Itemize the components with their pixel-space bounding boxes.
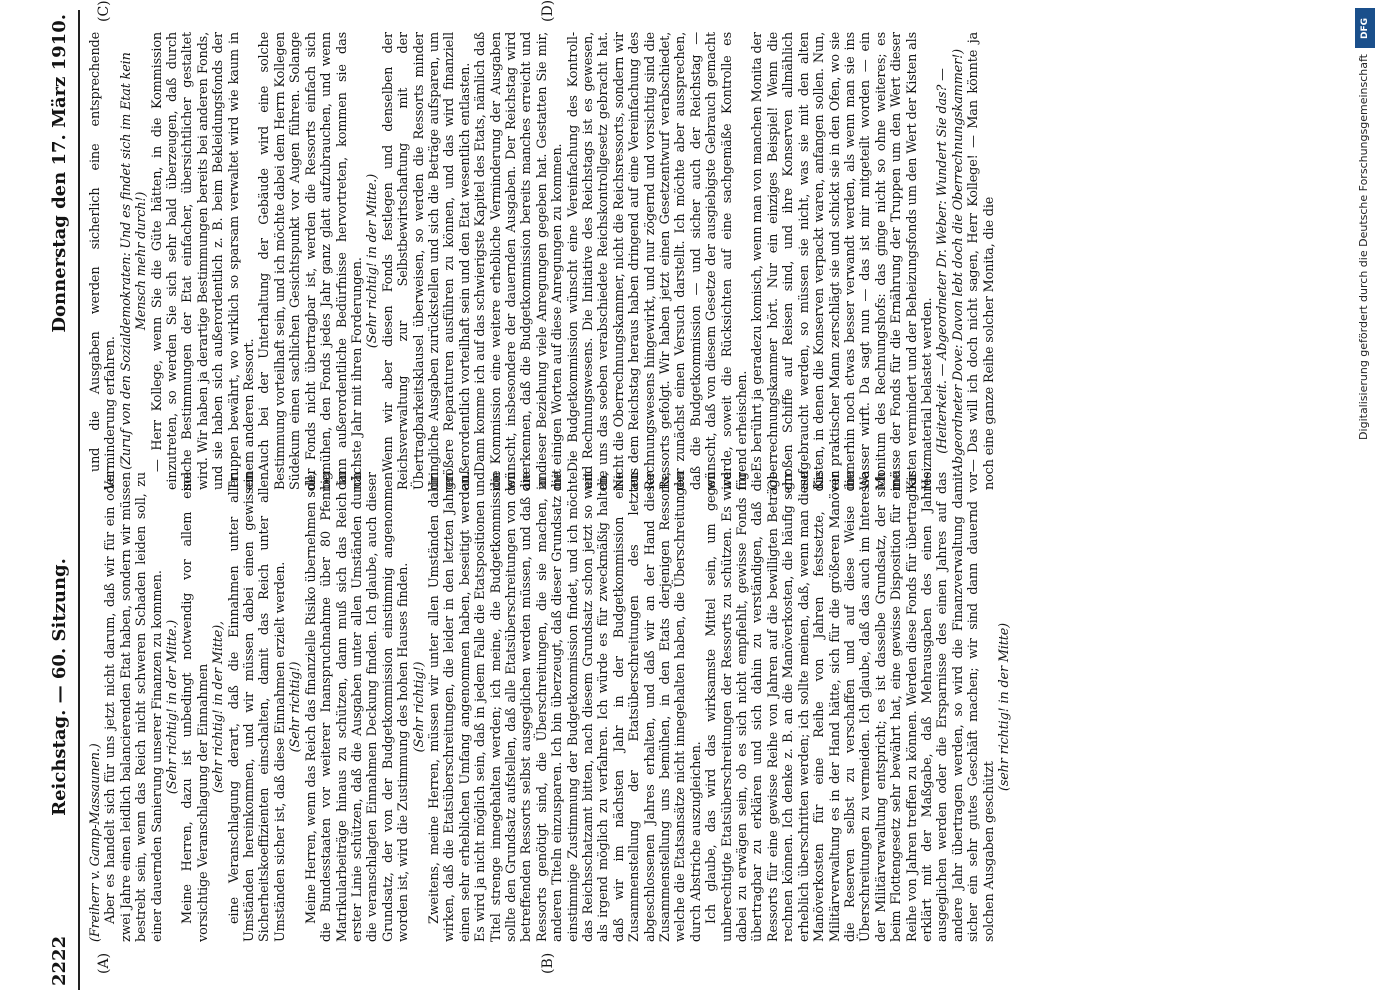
session-date: Donnerstag den 17. März 1910.: [49, 14, 70, 333]
paragraph: (Zuruf von den Sozialdemokraten: Und es findet sich im Etat kein Mensch mehr durch!): [118, 52, 150, 470]
paragraph: Auch bei der Unterhaltung der Gebäude wird eine solche Bestimmung vorteilhaft sein, und ich möchte dabei dem Herrn Kollegen Südekum einen sachlichen Gesichtspunkt vor Augen führen. Solange der Fonds nicht übertragbar ist, werden die Ressorts einfach sich bemühen, den Fonds jedes Jahr ganz glatt aufzubrauchen, und wenn dann außerordentliche Bedürfnisse hervortreten, kommen sie das nächste Jahr mit ihren Forderungen.: [257, 32, 365, 490]
paragraph: (Sehr richtig! in der Mitte.): [165, 619, 181, 795]
paragraph: — Das will ich doch nicht sagen, Herr Kollege! — Man könnte ja noch eine ganze Reihe solcher Monita, die die: [966, 32, 997, 490]
paragraph: Zweitens, meine Herren, müssen wir unter allen Umständen dahin wirken, daß die Etatsüberschreitungen, die leider in den letzten Jahren einen sehr erheblichen Umfang angenommen haben, beseitigt werden. Es wird ja nicht möglich sein, daß in jedem Falle die Etatspositionen und Titel strenge innegehalten werden; ich meine, die Budgetkommission sollte den Grundsatz aufstellen, daß alle Etatsüberschreitungen von den betreffenden Ressorts selbst ausgeglichen werden müssen, und daß die Ressorts genötigt sind, die Überschreitungen, die sie machen, an anderen Titeln einzusparen. Ich bin überzeugt, daß dieser Grundsatz die einstimmige Zustimmung der Budgetkommission findet, und ich möchte das Reichsschatzamt bitten, nach diesem Grundsatz schon jetzt so weit als irgend möglich zu verfahren. Ich würde es für zweckmäßig halten, daß wir im nächsten Jahr in der Budgetkommission eine Zusammenstellung der Etatsüberschreitungen des letzten abgeschlossenen Jahres erhalten, und daß wir an der Hand dieser Zusammenstellung uns bemühen, in den Etats derjenigen Ressorts, welche die Etatsansätze nicht innegehalten haben, die Überschreitungen durch Abstriche auszugleichen.: [426, 472, 704, 942]
paragraph: Dann komme ich auf das schwierigste Kapitel des Etats, nämlich daß die Kommission eine weitere erhebliche Verminderung der Ausgaben wünscht, insbesondere der dauernden Ausgaben. Der Reichstag wird anerkennen, daß die Budgetkommission bereits manches erreicht und in dieser Beziehung viele Anregungen gegeben hat. Gestatten Sie mir, mit einigen Worten auf diese Anregungen zu kommen.: [473, 32, 566, 490]
paragraph: (Sehr richtig!): [411, 661, 427, 753]
paragraph: Aber es handelt sich für uns jetzt nicht darum, daß wir für ein oder zwei Jahre einen leidlich balancierenden Etat haben, sondern wir müssen bestrebt sein, wenn das Reich nicht schweren Schaden leiden soll, zu einer dauernden Sanierung unserer Finanzen zu kommen.: [103, 472, 165, 942]
digitization-credit: Digitalisierung gefördert durch die Deutsche Forschungsgemeinschaft: [1357, 54, 1370, 440]
paragraph: Meine Herren, dazu ist unbedingt notwendig vor allem eine vorsichtige Veranschlagung der Einnahmen: [180, 472, 211, 942]
paragraph: (Sehr richtig! in der Mitte.): [365, 173, 381, 349]
paragraph: (Sehr richtig!): [288, 661, 304, 753]
page-header: [36, 14, 70, 986]
margin-label-a: (A): [96, 952, 112, 974]
paragraph: (Heiterkeit. — Abgeordneter Dr. Weber: Wundert Sie das? — Abgeordneter Dove: Davon lebt doch die Oberrechnungskammer!): [935, 49, 966, 474]
left-text-column: [88, 472, 1270, 942]
paragraph: (sehr richtig! in der Mitte),: [211, 621, 227, 793]
paragraph: (sehr richtig! in der Mitte): [996, 623, 1012, 792]
paragraph: Ich glaube, das wird das wirksamste Mittel sein, um gegen unberechtigte Etatsüberschreitungen der Ressorts zu schützen. Es wird dabei zu erwägen sein, ob es sich nicht empfiehlt, gewisse Fonds für übertragbar zu erklären und sich dahin zu verständigen, daß die Ressorts für eine gewisse Reihe von Jahren auf die bewilligten Beträge rechnen können. Ich denke z. B. an die Manöverkosten, die häufig sehr erheblich überschritten werden; ich sollte meinen, daß, wenn man diese Manöverkosten für eine Reihe von Jahren festsetzte, die Militärverwaltung es in der Hand hätte, sich für die größeren Manöver die Reserven selbst zu verschaffen und auf diese Weise die Überschreitungen zu vermeiden. Ich glaube, daß das auch im Interesse der Militärverwaltung entspricht; es ist dasselbe Grundsatz, der sich beim Flottengesetz sehr bewährt hat, eine gewisse Disposition für eine Reihe von Jahren treffen zu können. Werden diese Fonds für übertragbar erklärt mit der Maßgabe, daß Mehrausgaben des einen Jahres ausgeglichen werden oder die Ersparnisse des einen Jahres auf das andere Jahr übertragen werden, so wird die Finanzverwaltung damit sicher ein sehr gutes Geschäft machen; wir sind dann dauernd vor solchen Ausgaben geschützt: [704, 472, 997, 942]
paragraph: eine Veranschlagung derart, daß die Einnahmen unter allen Umständen hereinkommen, und wir müssen dabei einen gewissen Sicherheitskoeffizienten einschalten, damit das Reich unter allen Umständen sicher ist, daß diese Einnahmen erzielt werden.: [226, 472, 288, 942]
paragraph: (Freiherr v. Gamp-Massaunen.): [88, 743, 103, 942]
paragraph: Wenn wir aber diesen Fonds festlegen und denselben der Reichsverwaltung zur Selbstbewirtschaftung mit der Übertragbarkeitsklausel überweisen, so werden die Ressorts minder dringliche Ausgaben zurückstellen und sich die Beträge aufsparen, um größere Reparaturen ausführen zu können, und das wird finanziell außerordentlich vorteilhaft sein und den Etat wesentlich entlasten.: [380, 32, 473, 490]
paragraph: Es berührt ja geradezu komisch, wenn man von manchen Monita der Oberrechnungskammer hört. Nur ein einziges Beispiel! Wenn die großen Schiffe auf Reisen sind, und ihre Konserven allmählich aufgebraucht werden, so müssen sie nicht, was sie mit den alten Kisten, in denen die Konserven verpackt waren, anfangen sollen. Nun, ein praktischer Mann zerschlägt sie und schickt sie in den Ofen, wo sie immerhin noch etwas besser verwandt werden, als wenn man sie ins Wasser wirft. Da sagt nun — das ist mir mitgeteilt worden — ein Monitum des Rechnungshofs: das ginge nicht so ohne weiteres; es müsse der Fonds für die Ernährung der Truppen um den Wert dieser Kisten vermindert und der Beheizungsfonds um den Wert der Kisten als Heizmaterial belastet werden.: [750, 32, 935, 490]
paragraph: und die Ausgaben werden sicherlich eine entsprechende Verminderung erfahren.: [88, 32, 119, 490]
margin-label-c: (C): [96, 0, 112, 22]
right-text-column: [88, 32, 1270, 490]
paragraph: — Herr Kollege, wenn Sie die Güte hätten, in die Kommission einzutreten, so werden Sie sich sehr bald überzeugen, daß durch solche Bestimmungen der Etat einfacher, übersichtlicher gestaltet wird. Wir haben ja derartige Bestimmungen bereits bei anderen Fonds, und sie haben sich außerordentlich z. B. beim Bekleidungsfonds der Truppen bewährt, wo wirklich so sparsam verwaltet wird wie kaum in einem anderen Ressort.: [149, 32, 258, 490]
margin-label-b: (B): [540, 952, 556, 974]
page-number: 2222: [49, 935, 70, 986]
paragraph: Die Budgetkommission wünscht eine Vereinfachung des Kontroll- und Rechnungswesens. Die Initiative des Reichstags ist es gewesen, die uns das soeben verabschiedete Reichskontrollgesetz gebracht hat. Nicht die Oberrechnungskammer, nicht die Reichsressorts, sondern wir aus dem Reichstag heraus haben dringend auf eine Vereinfachung des Rechnungswesens hingewirkt, und nur zögernd und vorsichtig sind die Ressorts gefolgt. Wir haben jetzt einen Gesetzentwurf verabschiedet, der zunächst einen Versuch darstellt. Ich möchte aber aussprechen, daß die Budgetkommission — und sicher auch der Reichstag — wünscht, daß von diesem Gesetze der ausgiebigste Gebrauch gemacht werde, soweit die Rücksichten auf eine sachgemäße Kontrolle es irgend erheischen.: [565, 32, 751, 490]
session-title: Reichstag. — 60. Sitzung.: [49, 558, 70, 816]
digitization-credit-strip: [1353, 8, 1377, 992]
paragraph: Meine Herren, wenn das Reich das finanzielle Risiko übernehmen soll, die Bundesstaaten vor weiterer Inanspruchnahme über 80 Pfennig Matrikularbeiträge hinaus zu schützen, dann muß sich das Reich in erster Linie schützen, daß die Ausgaben unter allen Umständen durch die veranschlagten Einnahmen Deckung finden. Ich glaube, auch dieser Grundsatz, der von der Budgetkommission einstimmig angenommen worden ist, wird die Zustimmung des hohen Hauses finden.: [303, 472, 412, 942]
margin-label-d: (D): [540, 0, 556, 22]
dfg-logo: DFG: [1355, 8, 1375, 48]
header-rule: [78, 10, 80, 990]
